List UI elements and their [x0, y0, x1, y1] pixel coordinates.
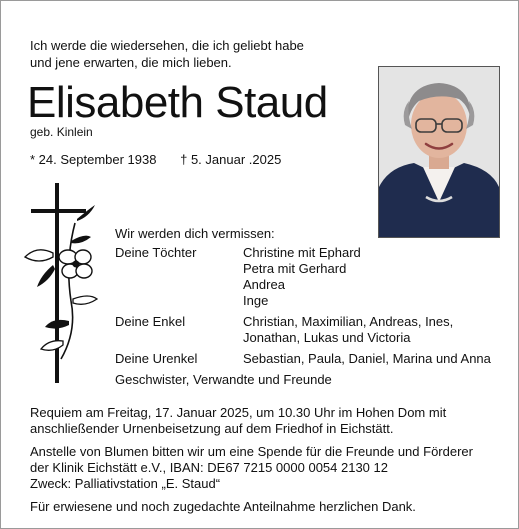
- thanks-note: Für erwiesene und noch zugedachte Anteilnahme herzlichen Dank.: [30, 499, 416, 514]
- relative-name: Christine mit Ephard: [243, 245, 361, 260]
- donation-line: der Klinik Eichstätt e.V., IBAN: DE67 7215 0000 0054 2130 12: [30, 460, 388, 475]
- relative-name: Inge: [243, 293, 269, 308]
- quote-line: und jene erwarten, die mich lieben.: [30, 55, 232, 70]
- miss-heading: Wir werden dich vermissen:: [115, 226, 275, 241]
- donation-info: [30, 444, 473, 492]
- extended-family: Geschwister, Verwandte und Freunde: [115, 372, 332, 387]
- life-dates: [30, 152, 281, 167]
- relatives-list: [115, 245, 510, 388]
- requiem-line: Requiem am Freitag, 17. Januar 2025, um 10.30 Uhr im Hohen Dom mit: [30, 405, 447, 420]
- maiden-name: geb. Kinlein: [30, 125, 93, 139]
- relatives-row-daughters: [115, 245, 510, 309]
- relatives-label: Deine Urenkel: [115, 351, 198, 366]
- cross-with-flower-icon: [23, 181, 103, 386]
- quote-line: Ich werde die wiedersehen, die ich geliebt habe: [30, 38, 304, 53]
- relatives-names: [243, 351, 491, 367]
- relative-name: Petra mit Gerhard: [243, 261, 347, 276]
- relatives-names: [243, 245, 361, 309]
- relatives-label: Deine Enkel: [115, 314, 186, 329]
- deceased-name: Elisabeth Staud: [27, 78, 328, 127]
- relatives-row-grandchildren: [115, 314, 510, 346]
- memorial-quote: [30, 37, 304, 71]
- donation-line: Zweck: Palliativstation „E. Staud“: [30, 476, 221, 491]
- requiem-info: [30, 405, 446, 437]
- requiem-line: anschließender Urnenbeisetzung auf dem Friedhof in Eichstätt.: [30, 421, 394, 436]
- relative-name: Christian, Maximilian, Andreas, Ines,: [243, 314, 454, 329]
- death-date: † 5. Januar .2025: [180, 152, 282, 167]
- relatives-names: [243, 314, 453, 346]
- portrait-photo: [378, 66, 500, 238]
- relatives-row-great-grandchildren: [115, 351, 510, 367]
- relative-name: Jonathan, Lukas und Victoria: [243, 330, 411, 345]
- relative-name: Andrea: [243, 277, 285, 292]
- relatives-label: Deine Töchter: [115, 245, 197, 260]
- relative-name: Sebastian, Paula, Daniel, Marina und Anna: [243, 351, 491, 366]
- donation-line: Anstelle von Blumen bitten wir um eine Spende für die Freunde und Förderer: [30, 444, 473, 459]
- birth-date: * 24. September 1938: [30, 152, 157, 167]
- portrait-illustration: [379, 67, 499, 237]
